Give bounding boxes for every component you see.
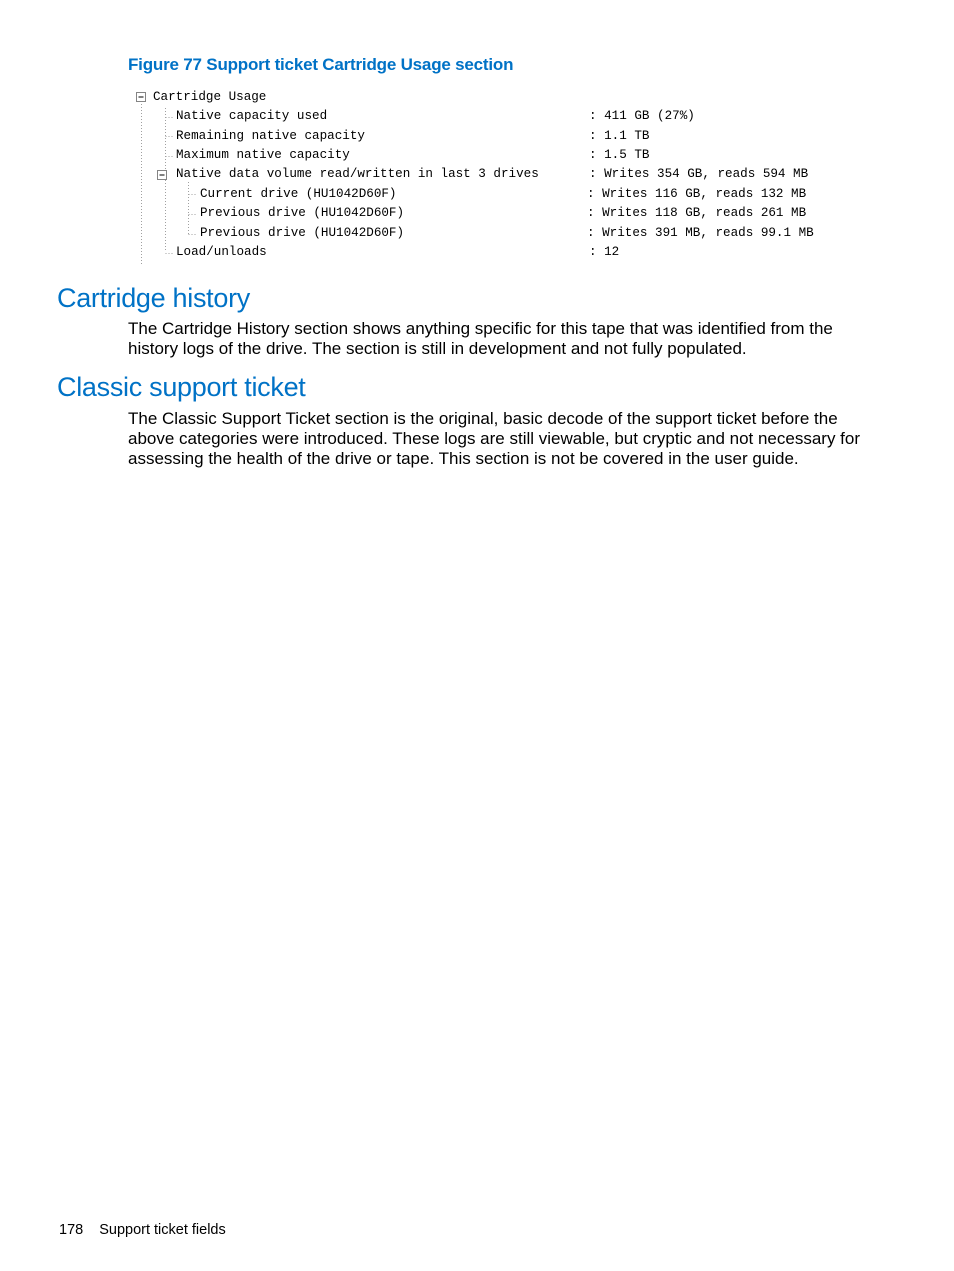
tree-row-label[interactable]: Native capacity used [176, 109, 328, 123]
collapse-icon-root[interactable] [137, 93, 146, 102]
tree-row-label[interactable]: Previous drive (HU1042D60F) [200, 226, 405, 240]
body-line: above categories were introduced. These logs are still viewable, but cryptic and not necessary for [128, 429, 861, 448]
tree-row-value: : 12 [589, 245, 620, 259]
tree-row-label[interactable]: Previous drive (HU1042D60F) [200, 206, 405, 220]
page-footer [59, 1222, 226, 1238]
tree-row-label[interactable]: Current drive (HU1042D60F) [200, 187, 397, 201]
body-line: history logs of the drive. The section is still in development and not fully populated. [128, 339, 747, 358]
figure-caption: Figure 77 Support ticket Cartridge Usage section [128, 55, 514, 74]
section-heading-classic-support-ticket: Classic support ticket [57, 372, 306, 402]
tree-row-label[interactable]: Load/unloads [176, 245, 267, 259]
tree-row-label[interactable]: Native data volume read/written in last 3 drives [176, 167, 539, 181]
collapse-icon-native-data[interactable] [158, 171, 167, 180]
section-heading-cartridge-history: Cartridge history [57, 283, 250, 313]
tree-row-value: : 411 GB (27%) [589, 109, 695, 123]
tree-root-label[interactable]: Cartridge Usage [153, 90, 267, 104]
body-line: The Cartridge History section shows anything specific for this tape that was identified from the [128, 319, 833, 338]
body-line: assessing the health of the drive or tape. This section is not be covered in the user guide. [128, 449, 799, 468]
tree-row-label[interactable]: Maximum native capacity [176, 148, 350, 162]
tree-row-value: : Writes 354 GB, reads 594 MB [589, 167, 809, 181]
section-body-cartridge-history [128, 319, 878, 359]
section-body-classic-support-ticket [128, 409, 878, 469]
page-number: 178 [59, 1222, 84, 1238]
footer-section-title: Support ticket fields [99, 1222, 226, 1238]
body-line: The Classic Support Ticket section is the original, basic decode of the support ticket before the [128, 409, 838, 428]
tree-row-label[interactable]: Remaining native capacity [176, 129, 365, 143]
cartridge-usage-tree [134, 86, 854, 268]
tree-row-value: : Writes 391 MB, reads 99.1 MB [587, 226, 814, 240]
tree-row-value: : 1.1 TB [589, 129, 650, 143]
tree-row-value: : Writes 118 GB, reads 261 MB [587, 206, 807, 220]
tree-row-value: : Writes 116 GB, reads 132 MB [587, 187, 807, 201]
tree-row-value: : 1.5 TB [589, 148, 650, 162]
